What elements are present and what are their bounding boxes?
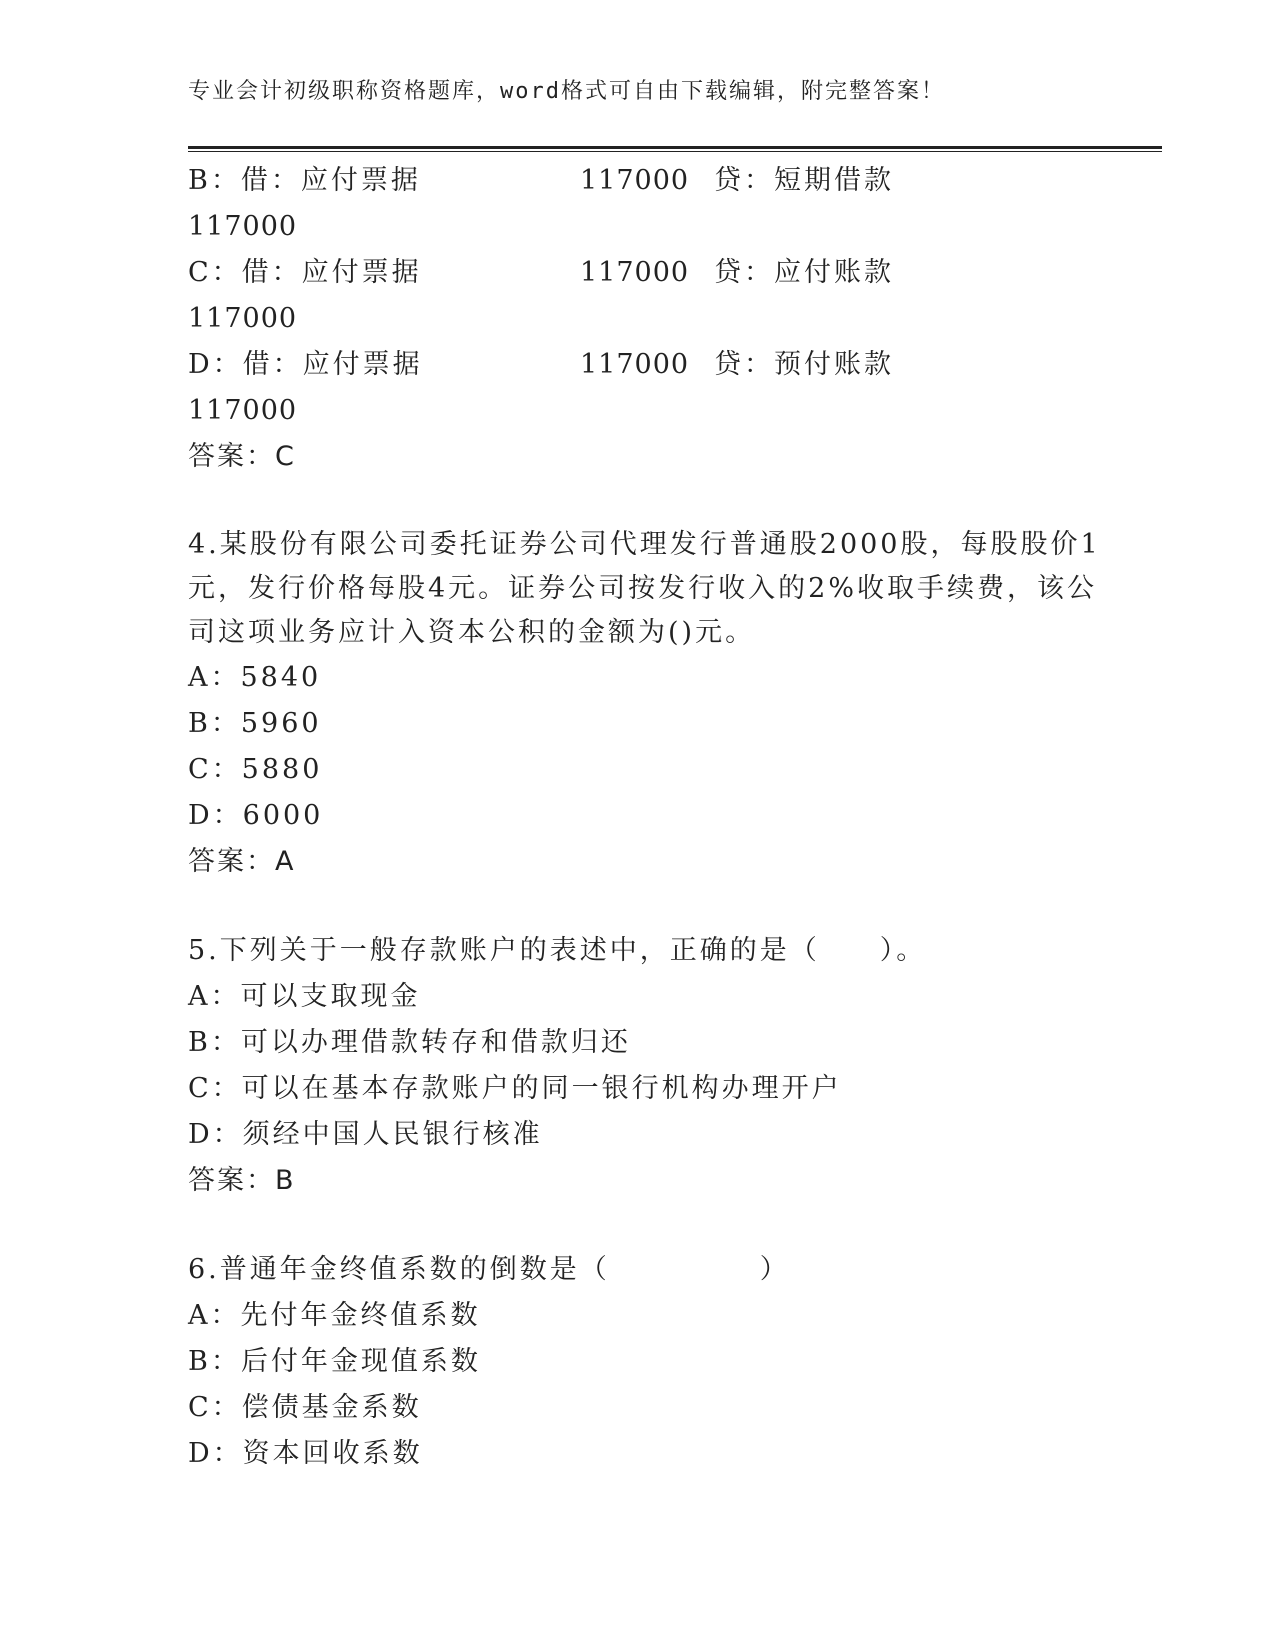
option-d-entry bbox=[188, 342, 1088, 388]
question-stem-line: 5.下列关于一般存款账户的表述中，正确的是（ ）。 bbox=[188, 935, 927, 966]
option-d: D：须经中国人民银行核准 bbox=[188, 1119, 543, 1150]
question-content bbox=[188, 158, 1101, 1477]
question-stem-line: 4.某股份有限公司委托证券公司代理发行普通股2000股，每股股价1 bbox=[188, 529, 1101, 560]
option-c: C：5880 bbox=[188, 754, 323, 785]
answer-line: 答案：B bbox=[188, 1165, 296, 1196]
header-rule-thick bbox=[188, 146, 1162, 149]
option-b-entry bbox=[188, 158, 1088, 204]
option-b: B：可以办理借款转存和借款归还 bbox=[188, 1027, 631, 1058]
credit-account: 贷：短期借款 bbox=[714, 165, 894, 196]
credit-account: 贷：应付账款 bbox=[714, 257, 894, 288]
option-b: B：后付年金现值系数 bbox=[188, 1346, 481, 1377]
option-c: C：可以在基本存款账户的同一银行机构办理开户 bbox=[188, 1073, 842, 1104]
answer-line: 答案：C bbox=[188, 441, 296, 472]
option-c-entry bbox=[188, 250, 1088, 296]
credit-amount: 117000 bbox=[188, 303, 298, 334]
question-stem-line: 元，发行价格每股4元。证券公司按发行收入的2%收取手续费，该公 bbox=[188, 573, 1098, 604]
page-header: 专业会计初级职称资格题库，word格式可自由下载编辑，附完整答案！ bbox=[188, 79, 945, 104]
option-label: D：借：应付票据 bbox=[188, 349, 423, 380]
option-c: C：偿债基金系数 bbox=[188, 1392, 422, 1423]
debit-amount: 117000 bbox=[580, 349, 690, 380]
question-6 bbox=[188, 1247, 1088, 1477]
spacer bbox=[188, 1204, 1088, 1247]
option-label: C：借：应付票据 bbox=[188, 257, 422, 288]
option-d: D：6000 bbox=[188, 800, 324, 831]
question-5 bbox=[188, 928, 1088, 1204]
option-a: A：5840 bbox=[188, 662, 322, 693]
header-rule-thin bbox=[188, 151, 1162, 152]
credit-amount: 117000 bbox=[188, 211, 298, 242]
option-a: A：可以支取现金 bbox=[188, 981, 421, 1012]
question-stem-line: 6.普通年金终值系数的倒数是（ ） bbox=[188, 1254, 790, 1285]
debit-amount: 117000 bbox=[580, 257, 690, 288]
option-d: D：资本回收系数 bbox=[188, 1438, 423, 1469]
spacer bbox=[188, 885, 1088, 928]
debit-amount: 117000 bbox=[580, 165, 690, 196]
question-stem-line: 司这项业务应计入资本公积的金额为()元。 bbox=[188, 617, 756, 648]
credit-amount: 117000 bbox=[188, 395, 298, 426]
question-3-tail bbox=[188, 158, 1088, 480]
question-4 bbox=[188, 523, 1101, 885]
spacer bbox=[188, 480, 1088, 523]
option-b: B：5960 bbox=[188, 708, 322, 739]
option-a: A：先付年金终值系数 bbox=[188, 1300, 481, 1331]
credit-account: 贷：预付账款 bbox=[714, 349, 894, 380]
option-label: B：借：应付票据 bbox=[188, 165, 421, 196]
answer-line: 答案：A bbox=[188, 846, 296, 877]
